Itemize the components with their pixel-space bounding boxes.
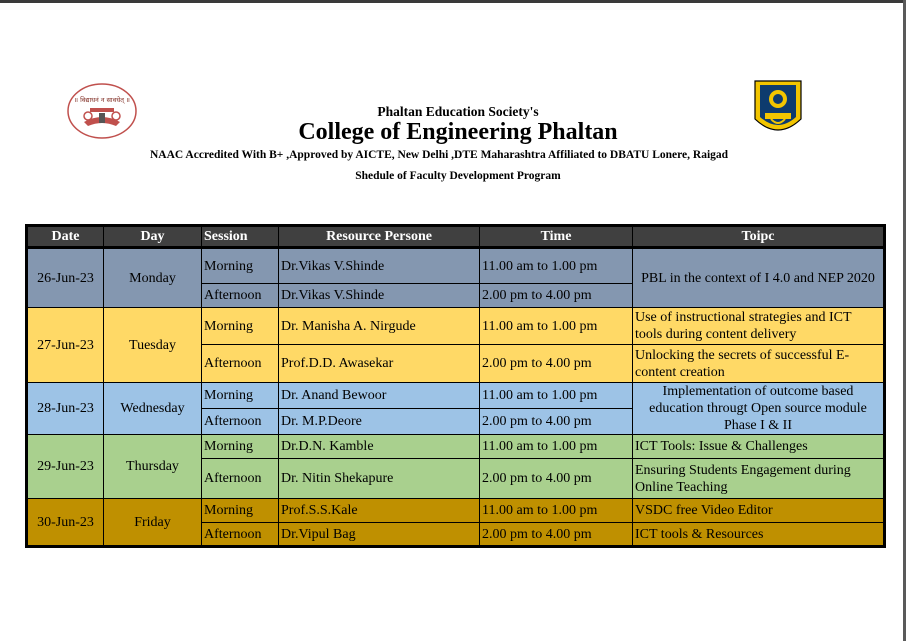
session-cell: Afternoon xyxy=(202,284,279,308)
topic-cell: PBL in the context of I 4.0 and NEP 2020 xyxy=(633,248,885,308)
time-cell: 11.00 am to 1.00 pm xyxy=(480,435,633,459)
column-header-session: Session xyxy=(202,226,279,248)
time-cell: 11.00 am to 1.00 pm xyxy=(480,499,633,523)
session-cell: Afternoon xyxy=(202,409,279,435)
table-row xyxy=(27,248,885,284)
day-cell: Thursday xyxy=(104,435,202,499)
session-cell: Morning xyxy=(202,435,279,459)
time-cell: 11.00 am to 1.00 pm xyxy=(480,248,633,284)
time-cell: 2.00 pm to 4.00 pm xyxy=(480,345,633,383)
session-cell: Morning xyxy=(202,248,279,284)
resource-person-cell: Dr. Manisha A. Nirgude xyxy=(279,308,480,345)
table-header-row xyxy=(27,226,885,248)
session-cell: Morning xyxy=(202,308,279,345)
table-row xyxy=(27,308,885,345)
time-cell: 11.00 am to 1.00 pm xyxy=(480,383,633,409)
time-cell: 2.00 pm to 4.00 pm xyxy=(480,459,633,499)
schedule-table xyxy=(25,224,886,548)
date-cell: 26-Jun-23 xyxy=(27,248,104,308)
session-cell: Morning xyxy=(202,383,279,409)
column-header-resource-person: Resource Persone xyxy=(279,226,480,248)
day-cell: Friday xyxy=(104,499,202,547)
resource-person-cell: Dr.Vikas V.Shinde xyxy=(279,284,480,308)
window-top-border xyxy=(0,0,906,3)
day-cell: Tuesday xyxy=(104,308,202,383)
resource-person-cell: Dr. Anand Bewoor xyxy=(279,383,480,409)
resource-person-cell: Dr.Vikas V.Shinde xyxy=(279,248,480,284)
column-header-time: Time xyxy=(480,226,633,248)
session-cell: Afternoon xyxy=(202,459,279,499)
society-name: Phaltan Education Society's xyxy=(377,104,539,119)
resource-person-cell: Dr.D.N. Kamble xyxy=(279,435,480,459)
logo-motto: ॥ विद्याधनं न सावधेत् ॥ xyxy=(74,96,130,104)
date-cell: 30-Jun-23 xyxy=(27,499,104,547)
time-cell: 11.00 am to 1.00 pm xyxy=(480,308,633,345)
table-row xyxy=(27,435,885,459)
session-cell: Afternoon xyxy=(202,345,279,383)
session-cell: Morning xyxy=(202,499,279,523)
day-cell: Monday xyxy=(104,248,202,308)
topic-cell: Unlocking the secrets of successful E-content creation xyxy=(633,345,885,383)
topic-cell: VSDC free Video Editor xyxy=(633,499,885,523)
table-row xyxy=(27,383,885,409)
day-cell: Wednesday xyxy=(104,383,202,435)
time-cell: 2.00 pm to 4.00 pm xyxy=(480,523,633,547)
resource-person-cell: Prof.D.D. Awasekar xyxy=(279,345,480,383)
date-cell: 29-Jun-23 xyxy=(27,435,104,499)
session-cell: Afternoon xyxy=(202,523,279,547)
column-header-date: Date xyxy=(27,226,104,248)
topic-cell: ICT tools & Resources xyxy=(633,523,885,547)
topic-cell: Implementation of outcome based education througt Open source module Phase I & II xyxy=(633,383,885,435)
accreditation-line: NAAC Accredited With B+ ,Approved by AICTE, New Delhi ,DTE Maharashtra Affiliated to DBATU Lonere, Raigad xyxy=(149,149,729,161)
topic-cell: ICT Tools: Issue & Challenges xyxy=(633,435,885,459)
date-cell: 28-Jun-23 xyxy=(27,383,104,435)
column-header-topic: Toipc xyxy=(633,226,885,248)
resource-person-cell: Prof.S.S.Kale xyxy=(279,499,480,523)
resource-person-cell: Dr. M.P.Deore xyxy=(279,409,480,435)
college-name: College of Engineering Phaltan xyxy=(298,119,618,145)
resource-person-cell: Dr.Vipul Bag xyxy=(279,523,480,547)
topic-cell: Ensuring Students Engagement during Online Teaching xyxy=(633,459,885,499)
table-row xyxy=(27,499,885,523)
time-cell: 2.00 pm to 4.00 pm xyxy=(480,409,633,435)
date-cell: 27-Jun-23 xyxy=(27,308,104,383)
schedule-title: Shedule of Faculty Development Program xyxy=(355,170,561,182)
topic-cell: Use of instructional strategies and ICT tools during content delivery xyxy=(633,308,885,345)
column-header-day: Day xyxy=(104,226,202,248)
resource-person-cell: Dr. Nitin Shekapure xyxy=(279,459,480,499)
time-cell: 2.00 pm to 4.00 pm xyxy=(480,284,633,308)
